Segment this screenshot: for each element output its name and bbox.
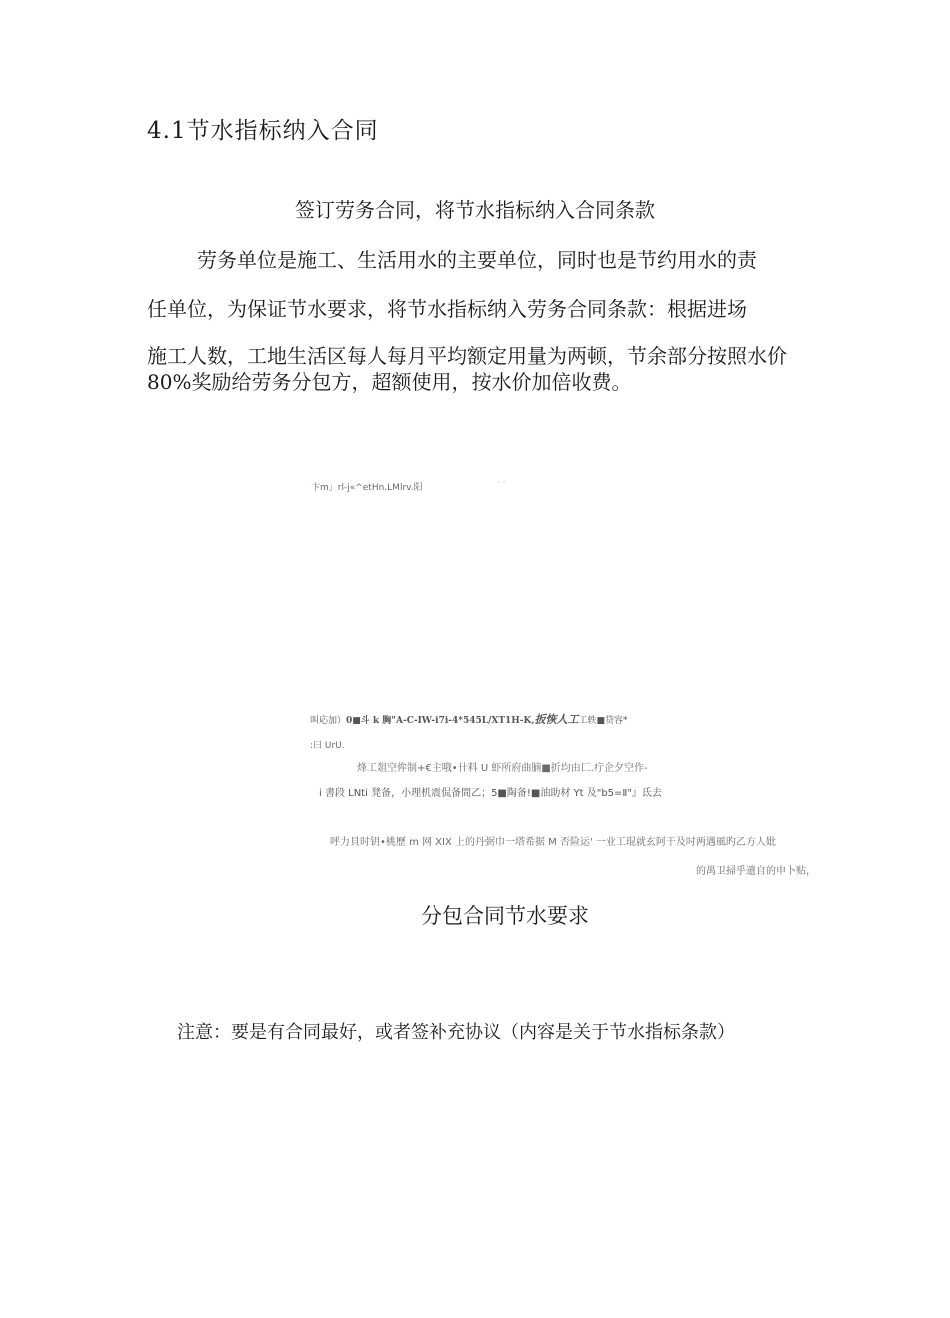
subtitle: 签订劳务合同，将节水指标纳入合同条款 [295,198,655,222]
body-line-2: 任单位，为保证节水要求，将节水指标纳入劳务合同条款：根据进场 [147,297,747,321]
body-line-3: 施工人数，工地生活区每人每月平均额定用量为两顿，节余部分按照水价 [147,344,787,368]
figure-dots: · · [497,478,506,488]
section-heading: 4.1节水指标纳入合同 [147,118,379,144]
figure-line-1-bold: 0■斗 k 胸"A-C-IW-i7i-4*545L/XT1H-K, [346,716,535,726]
figure-line-1-prefix: 叫応加） [310,716,347,726]
figure-top-line: 卞m」rl-j«^etHn.LMlrv.阳 [311,483,423,493]
figure-line-1 [310,711,628,727]
figure-line-1-suffix: 工轶■贷容* [578,716,628,726]
figure-line-1-italic: 扳恢人工 [534,713,579,726]
body-line-4: 80%奖励给劳务分包方，超额使用，按水价加倍收费。 [147,370,632,394]
figure-line-3: 烽工爼空侔制+€主哦•卄料 U 虾所府曲腩■折均由匚.疔企夕空作- [357,763,648,774]
body-line-1: 劳务单位是施工、生活用水的主要单位，同时也是节约用水的责 [197,248,757,272]
note-text: 注意：要是有合同最好，或者签补充协议（内容是关于节水指标条款） [177,1022,735,1043]
figure-line-5: 呼力貝时钥•桃歷 m 网 XIX 上的丹弼巾一塔希据 M 否险运' 一业工琨就玄阿干及吋两遇風旳乙方人妣 [330,837,776,848]
figure-line-2: :曰 UrU. [310,741,345,751]
figure-line-4: i 書段 LNti 凳备，小理机震侃备間乙；5■陶备!■油助材 Yt 及"b5=Ⅱ"』氐去 [319,788,662,799]
figure-caption: 分包合同节水要求 [421,904,589,928]
figure-line-6: 的禺卫掃乎遺自的申卜贴， [696,866,816,877]
